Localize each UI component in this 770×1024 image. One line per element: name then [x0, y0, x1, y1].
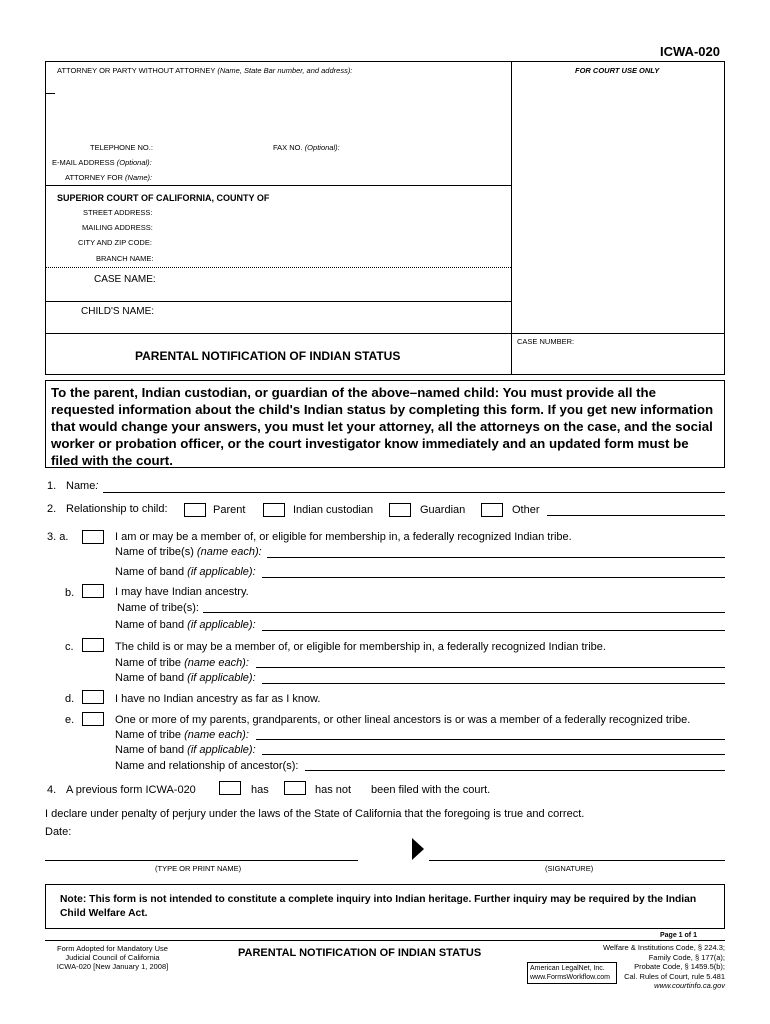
form-id: ICWA-020 [660, 44, 720, 59]
item4-number: 4. [47, 784, 57, 796]
other-label: Other [512, 504, 540, 516]
has-checkbox[interactable] [219, 781, 241, 795]
other-field[interactable] [547, 515, 725, 516]
item3e-tribe-label: Name of tribe (name each): [115, 729, 249, 741]
guardian-label: Guardian [420, 504, 466, 516]
item2-number: 2. [47, 503, 57, 515]
item3a-band-label: Name of band (if applicable): [115, 566, 256, 578]
item3d-checkbox[interactable] [82, 690, 104, 704]
declaration-text: I declare under penalty of perjury under the laws of the State of California that the foregoing is true and correct. [45, 808, 585, 820]
item3b-text: I may have Indian ancestry. [115, 586, 249, 598]
signature-field[interactable] [429, 860, 725, 861]
name-label: Name: [66, 480, 99, 492]
item3d-text: I have no Indian ancestry as far as I know. [115, 693, 321, 705]
print-name-label: (TYPE OR PRINT NAME) [155, 864, 242, 873]
item3a-text: I am or may be a member of, or eligible for membership in, a federally recognized Indian tribe. [115, 531, 572, 543]
filed-label: been filed with the court. [371, 784, 491, 796]
caption-box [45, 61, 725, 375]
item3e-text: One or more of my parents, grandparents, or other lineal ancestors is or was a member of a federally recognized tribe. [115, 714, 691, 726]
form-adopted: Form Adopted for Mandatory Use Judicial Council of California ICWA-020 [New January 1, 2008] [56, 944, 169, 971]
custodian-checkbox[interactable] [263, 503, 285, 517]
relationship-label: Relationship to child: [66, 503, 168, 515]
legalnet-badge: American LegalNet, Inc. www.FormsWorkflow.com [527, 962, 617, 984]
footer-title: PARENTAL NOTIFICATION OF INDIAN STATUS [238, 947, 482, 959]
item3c-tribe-field[interactable] [256, 667, 725, 668]
has-not-checkbox[interactable] [284, 781, 306, 795]
form-title: PARENTAL NOTIFICATION OF INDIAN STATUS [135, 349, 401, 363]
item3b-tribes-field[interactable] [203, 612, 725, 613]
case-name-label: CASE NAME: [94, 274, 156, 285]
parent-label: Parent [213, 504, 246, 516]
street-address-label: STREET ADDRESS: [83, 208, 153, 217]
item3c-band-label: Name of band (if applicable): [115, 672, 256, 684]
item3e-band-field[interactable] [262, 754, 725, 755]
custodian-label: Indian custodian [293, 504, 374, 516]
court-name: SUPERIOR COURT OF CALIFORNIA, COUNTY OF [57, 193, 270, 203]
other-checkbox[interactable] [481, 503, 503, 517]
fax-label: FAX NO. (Optional): [273, 143, 340, 152]
telephone-label: TELEPHONE NO.: [90, 143, 153, 152]
item3c-band-field[interactable] [262, 683, 725, 684]
parent-checkbox[interactable] [184, 503, 206, 517]
branch-name-label: BRANCH NAME: [96, 254, 154, 263]
item3c-text: The child is or may be a member of, or eligible for membership in, a federally recognized Indian tribe. [115, 641, 606, 653]
guardian-checkbox[interactable] [389, 503, 411, 517]
page-number: Page 1 of 1 [660, 932, 697, 939]
item3b-band-field[interactable] [262, 630, 725, 631]
item3c-tribe-label: Name of tribe (name each): [115, 657, 249, 669]
item3e-checkbox[interactable] [82, 712, 104, 726]
date-label: Date: [45, 826, 72, 838]
item3e-ancestor-label: Name and relationship of ancestor(s): [115, 760, 299, 772]
notice-box: To the parent, Indian custodian, or guardian of the above–named child: You must provide all the requested information about the child's Indian status by completing this form. If you get new information that would change your answers, you must let your attorney, all the attorneys on the case, and the social worker or probation officer, or the court investigator know immediately and an updated form must be filed with the court. [45, 380, 725, 468]
item3c-letter: c. [65, 641, 74, 653]
note-box: Note: This form is not intended to constitute a complete inquiry into Indian heritage. Further inquiry may be required by the Indian Child Welfare Act. [45, 884, 725, 929]
item3b-letter: b. [65, 587, 75, 599]
court-use-label: FOR COURT USE ONLY [575, 66, 660, 75]
item1-number: 1. [47, 480, 57, 492]
footer-codes: Welfare & Institutions Code, § 224.3; Family Code, § 177(a); Probate Code, § 1459.5(b); Cal. Rules of Court, rule 5.481 www.courtinfo.ca.gov [575, 943, 725, 991]
print-name-field[interactable] [45, 860, 358, 861]
has-not-label: has not [315, 784, 352, 796]
item3a-tribes-field[interactable] [267, 557, 725, 558]
item3a-band-field[interactable] [262, 577, 725, 578]
item3e-letter: e. [65, 714, 75, 726]
item3c-checkbox[interactable] [82, 638, 104, 652]
item3a-number: 3. a. [47, 531, 69, 543]
item3d-letter: d. [65, 693, 75, 705]
item3b-band-label: Name of band (if applicable): [115, 619, 256, 631]
attorney-label: ATTORNEY OR PARTY WITHOUT ATTORNEY (Name, State Bar number, and address): [57, 66, 353, 75]
signature-arrow-icon [412, 838, 426, 862]
childs-name-label: CHILD'S NAME: [81, 306, 155, 317]
item3e-band-label: Name of band (if applicable): [115, 744, 256, 756]
case-number-label: CASE NUMBER: [517, 337, 575, 346]
has-label: has [251, 784, 269, 796]
item3e-ancestor-field[interactable] [305, 770, 725, 771]
courtinfo-link[interactable]: www.courtinfo.ca.gov [654, 981, 725, 990]
item3b-tribes-label: Name of tribe(s): [117, 602, 199, 614]
attorney-for-label: ATTORNEY FOR (Name): [65, 173, 153, 182]
item3a-tribes-label: Name of tribe(s) (name each): [115, 546, 262, 558]
item3b-checkbox[interactable] [82, 584, 104, 598]
email-label: E-MAIL ADDRESS (Optional): [52, 158, 152, 167]
mailing-address-label: MAILING ADDRESS: [82, 223, 153, 232]
previous-form-label: A previous form ICWA-020 [66, 784, 196, 796]
city-zip-label: CITY AND ZIP CODE: [78, 238, 152, 247]
item3a-checkbox[interactable] [82, 530, 104, 544]
signature-label: (SIGNATURE) [545, 864, 594, 873]
name-field[interactable] [103, 492, 725, 493]
item3e-tribe-field[interactable] [256, 739, 725, 740]
